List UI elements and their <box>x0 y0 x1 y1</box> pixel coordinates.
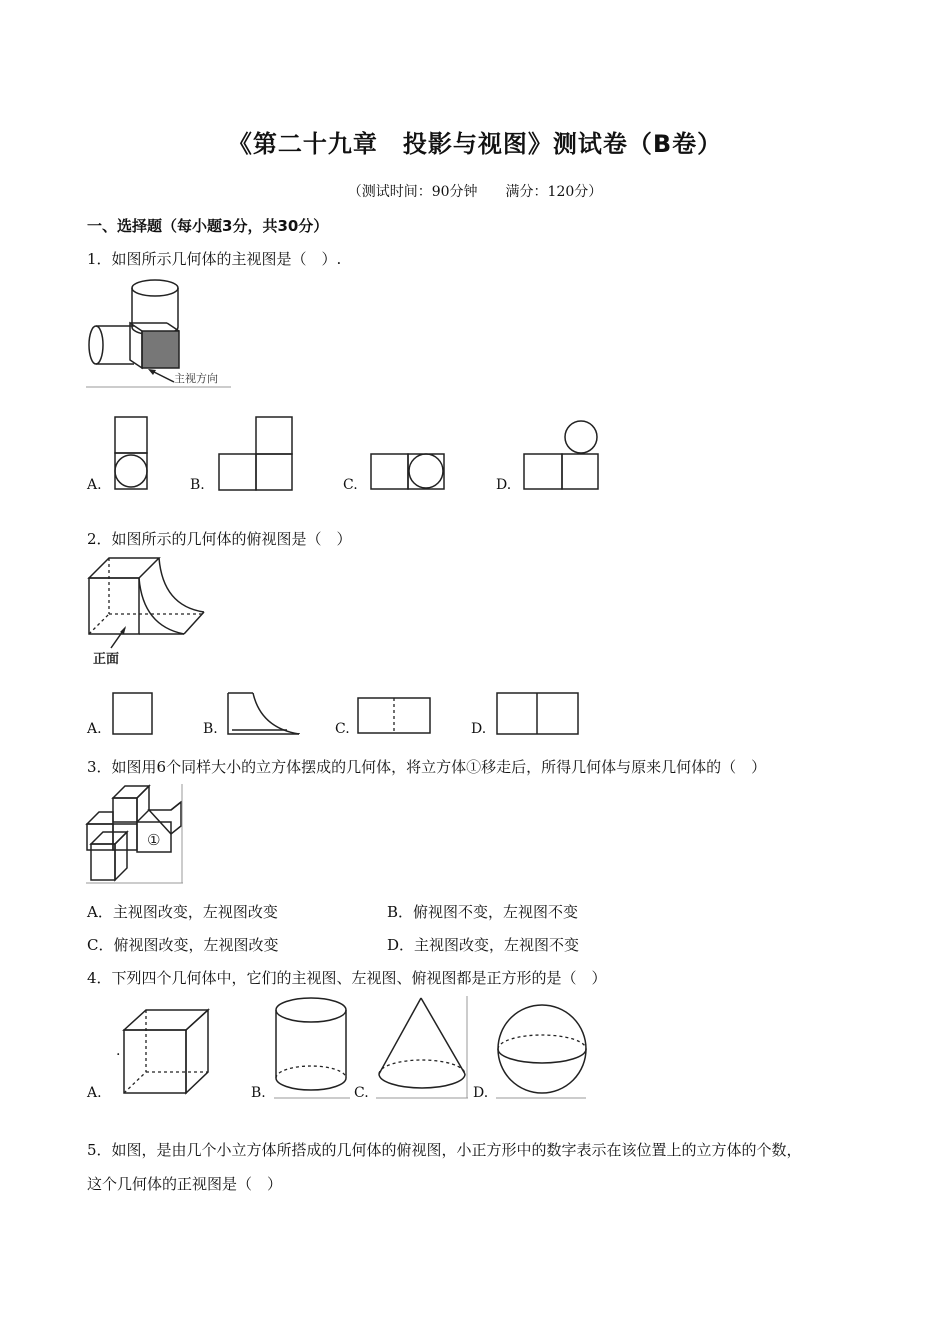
q2-option-d-figure[interactable] <box>496 692 579 736</box>
q4-option-d-label[interactable]: D. <box>473 1085 489 1101</box>
q4-option-c-cone[interactable] <box>376 996 470 1100</box>
question-3-figure <box>85 784 185 884</box>
question-1-figure <box>86 277 231 392</box>
question-5-line2: 这个几何体的正视图是（ ） <box>87 1175 283 1193</box>
question-2-figure <box>87 556 207 668</box>
q4-option-c-label[interactable]: C. <box>354 1085 369 1101</box>
q1-option-d-figure[interactable] <box>523 420 600 491</box>
cube-one-label: ① <box>147 831 161 849</box>
q4-option-a-cube[interactable] <box>122 1008 212 1096</box>
q2-option-a-figure[interactable] <box>112 692 154 736</box>
test-info: （测试时间：90分钟 满分：120分） <box>347 184 603 200</box>
question-4-text: 4．下列四个几何体中，它们的主视图、左视图、俯视图都是正方形的是（ ） <box>87 969 607 987</box>
q1-option-b-label[interactable]: B. <box>190 477 205 493</box>
question-1-text: 1．如图所示几何体的主视图是（ ）. <box>87 250 342 268</box>
q4-option-a-label[interactable]: A. <box>87 1085 102 1101</box>
front-label: 正面 <box>93 652 120 667</box>
question-3-text: 3．如图用6个同样大小的立方体摆成的几何体，将立方体①移走后，所得几何体与原来几何体的（ ） <box>87 758 767 776</box>
q2-option-c-label[interactable]: C. <box>335 721 350 737</box>
q4-option-b-cylinder[interactable] <box>274 996 350 1100</box>
q3-choice-a[interactable]: A．主视图改变，左视图改变 <box>87 903 278 921</box>
q1-option-b-figure[interactable] <box>218 416 294 491</box>
q1-option-d-label[interactable]: D. <box>496 477 512 493</box>
q2-option-c-figure[interactable] <box>357 697 431 735</box>
question-2-text: 2．如图所示的几何体的俯视图是（ ） <box>87 530 352 548</box>
q4-option-d-sphere[interactable] <box>496 1002 588 1100</box>
q1-option-a-figure[interactable] <box>114 416 148 490</box>
q4-option-b-label[interactable]: B. <box>251 1085 266 1101</box>
q3-choice-d[interactable]: D．主视图改变，左视图不变 <box>387 936 580 954</box>
q2-option-b-label[interactable]: B. <box>203 721 218 737</box>
q3-choice-c[interactable]: C．俯视图改变，左视图改变 <box>87 936 279 954</box>
q2-option-d-label[interactable]: D. <box>471 721 487 737</box>
q1-option-c-label[interactable]: C. <box>343 477 358 493</box>
q1-option-c-figure[interactable] <box>370 453 446 491</box>
view-direction-label: 主视方向 <box>174 372 218 385</box>
q1-option-a-label[interactable]: A. <box>87 477 102 493</box>
q4-dot: . <box>116 1043 121 1059</box>
q3-choice-b[interactable]: B．俯视图不变，左视图不变 <box>387 903 579 921</box>
section-heading: 一、选择题（每小题3分，共30分） <box>87 217 329 235</box>
page-title: 《第二十九章 投影与视图》测试卷（B卷） <box>227 130 723 158</box>
q2-option-a-label[interactable]: A. <box>87 721 102 737</box>
q2-option-b-figure[interactable] <box>227 692 301 736</box>
question-5-line1: 5．如图，是由几个小立方体所搭成的几何体的俯视图，小正方形中的数字表示在该位置上的立方体的个数， <box>87 1141 802 1159</box>
